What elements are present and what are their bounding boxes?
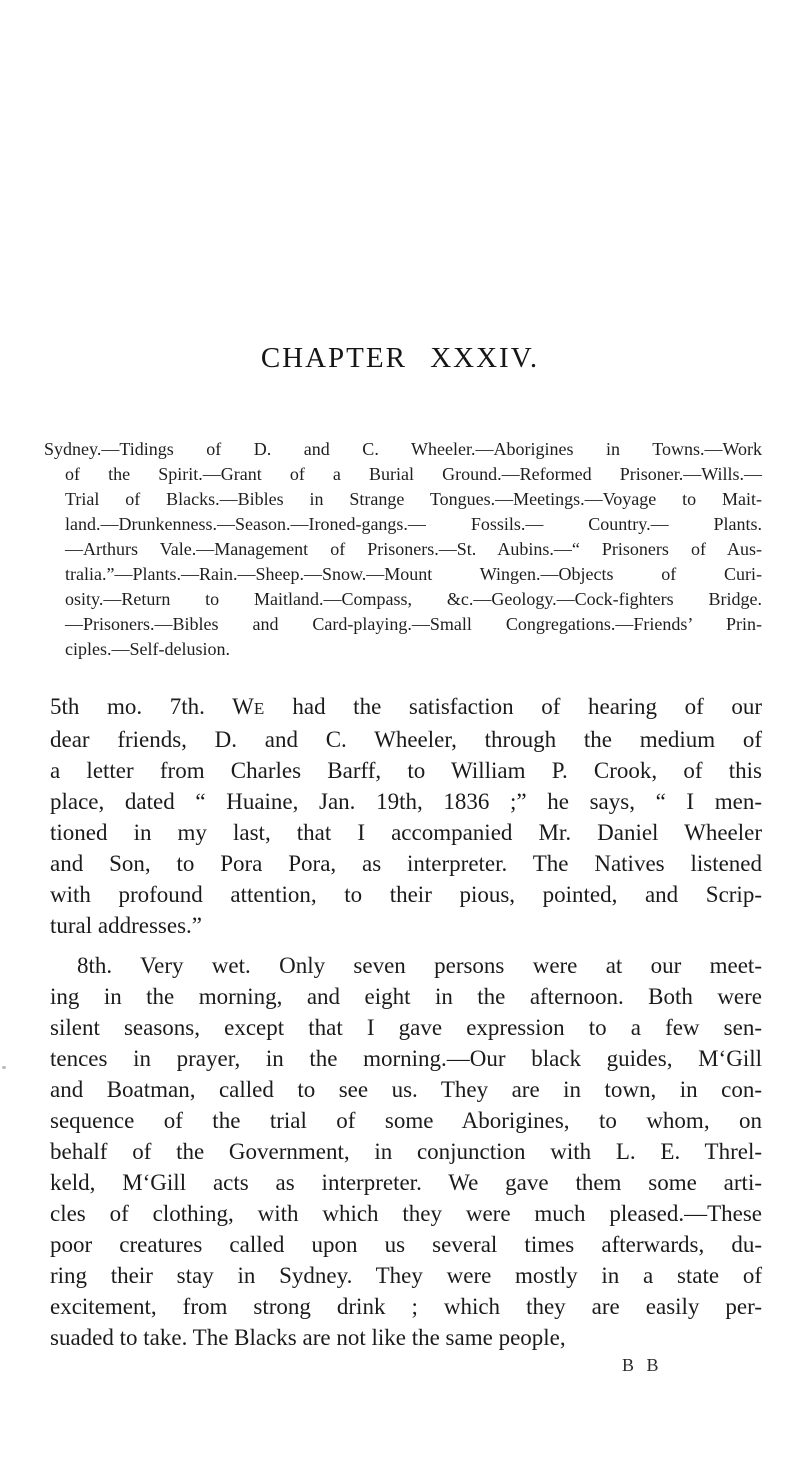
body-text-line: ing in the morning, and eight in the afternoon. Both were (50, 984, 762, 1009)
body-text-line: and Boatman, called to see us. They are in town, in con- (50, 1077, 762, 1102)
body-text-line: 8th. Very wet. Only seven persons were at our meet- (77, 953, 762, 978)
summary-line: osity.—Return to Maitland.—Compass, &c.—Geology.—Cock-fighters Bridge. (65, 589, 762, 609)
body-text-line: behalf of the Government, in conjunction with L. E. Threl- (50, 1139, 762, 1164)
body-text-line: a letter from Charles Barff, to William P. Crook, of this (50, 758, 762, 783)
summary-line: land.—Drunkenness.—Season.—Ironed-gangs.— Fossils.— Country.— Plants. (65, 514, 762, 534)
summary-line: Sydney.—Tidings of D. and C. Wheeler.—Aborigines in Towns.—Work (44, 439, 762, 459)
body-text-line: ring their stay in Sydney. They were mostly in a state of (50, 1263, 762, 1288)
body-text-line: tural addresses.” (50, 913, 202, 938)
body-text-line: poor creatures called upon us several times afterwards, du- (50, 1232, 762, 1257)
smallcaps-word (232, 694, 265, 719)
body-text (50, 691, 762, 1353)
summary-line: Trial of Blacks.—Bibles in Strange Tongues.—Meetings.—Voyage to Mait- (65, 489, 762, 509)
signature-mark: B B (622, 1355, 663, 1375)
body-text-line: suaded to take. The Blacks are not like the same people, (50, 1325, 566, 1350)
chapter-heading: CHAPTER XXXIV. (260, 342, 540, 374)
summary-line: —Prisoners.—Bibles and Card-playing.—Small Congregations.—Friends’ Prin- (65, 614, 762, 634)
summary-line: ciples.—Self-delusion. (65, 639, 230, 659)
body-text-line: cles of clothing, with which they were much pleased.—These (50, 1201, 762, 1226)
body-text-line: with profound attention, to their pious, pointed, and Scrip- (50, 882, 762, 907)
body-text-line: excitement, from strong drink ; which they are easily per- (50, 1294, 762, 1319)
smallcaps-initial: W (232, 694, 254, 719)
journal-date: 5th mo. 7th. (50, 694, 205, 719)
paragraph-1 (50, 691, 762, 941)
summary-line: of the Spirit.—Grant of a Burial Ground.—Reformed Prisoner.—Wills.— (65, 464, 762, 484)
smallcaps-rest: E (253, 699, 265, 718)
scan-speck (2, 1066, 6, 1069)
summary-line: —Arthurs Vale.—Management of Prisoners.—St. Aubins.—“ Prisoners of Aus- (65, 539, 762, 559)
body-text-line: tioned in my last, that I accompanied Mr. Daniel Wheeler (50, 820, 762, 845)
summary-line: tralia.”—Plants.—Rain.—Sheep.—Snow.—Mount Wingen.—Objects of Curi- (65, 564, 762, 584)
body-text-line (50, 691, 762, 724)
body-text-line: dear friends, D. and C. Wheeler, through the medium of (50, 727, 762, 752)
body-text-line: silent seasons, except that I gave expression to a few sen- (50, 1015, 762, 1040)
body-text-line: and Son, to Pora Pora, as interpreter. The Natives listened (50, 851, 762, 876)
body-text-line: keld, M‘Gill acts as interpreter. We gave them some arti- (50, 1170, 762, 1195)
body-text-line: tences in prayer, in the morning.—Our black guides, M‘Gill (50, 1046, 762, 1071)
line-text: had the satisfaction of hearing of our (292, 694, 763, 719)
body-text-line: sequence of the trial of some Aborigines, to whom, on (50, 1108, 762, 1133)
body-text-line: place, dated “ Huaine, Jan. 19th, 1836 ;” he says, “ I men- (50, 789, 762, 814)
paragraph-2 (50, 950, 762, 1353)
chapter-summary (44, 437, 762, 662)
